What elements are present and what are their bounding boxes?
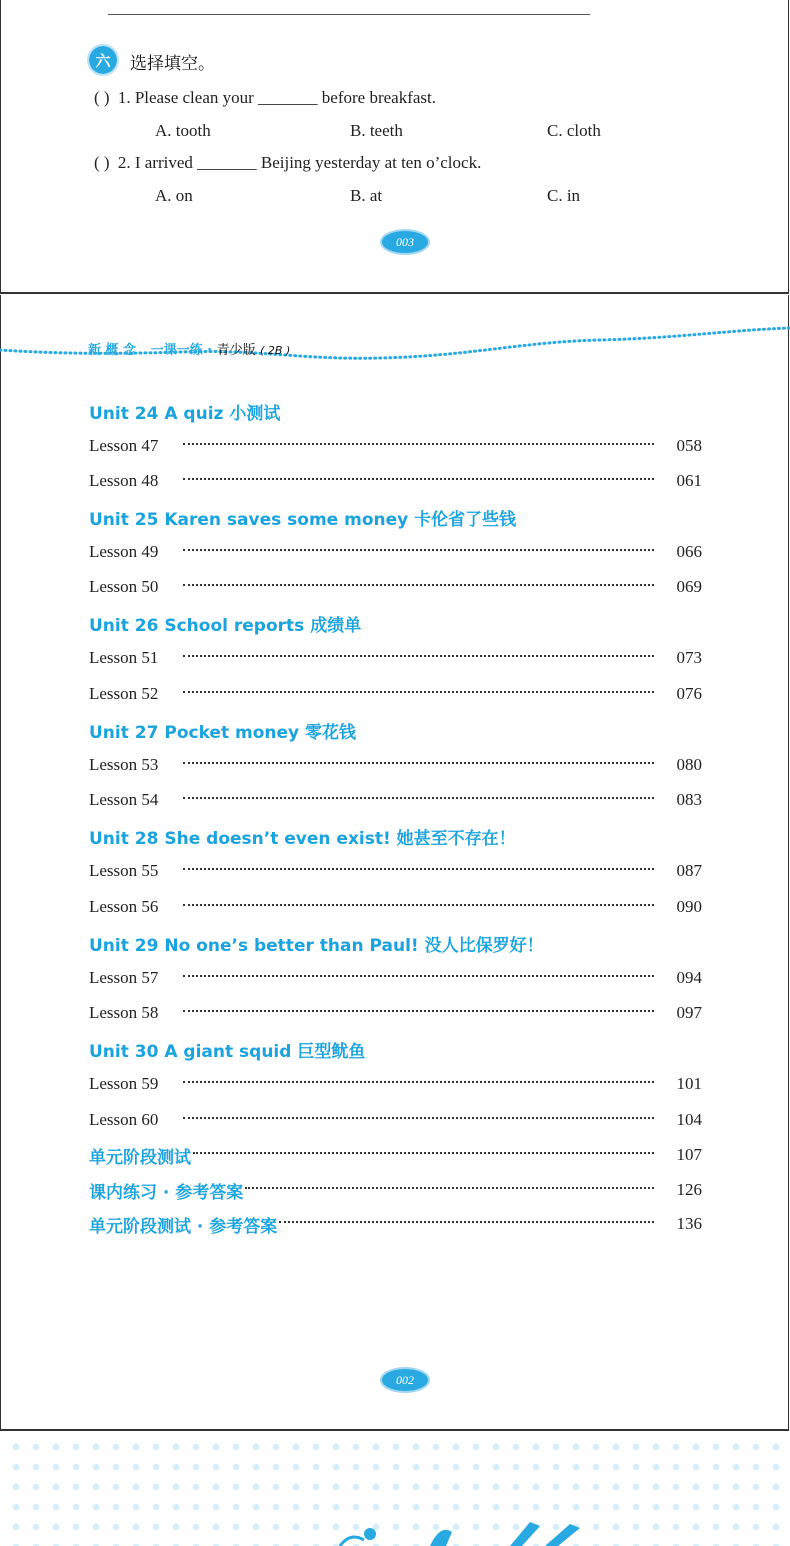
page-ref: 066: [676, 542, 702, 561]
leader-dots: [183, 975, 654, 977]
toc-lesson-row[interactable]: [89, 789, 702, 811]
toc-unit-heading[interactable]: Unit 29 No one’s better than Paul! 没人比保罗好！: [89, 936, 544, 956]
page-ref: 097: [676, 1003, 702, 1022]
leader-dots: [183, 478, 654, 480]
cover-illustration-fragment: [330, 1520, 600, 1546]
header-volume: ( 2B ): [260, 344, 291, 357]
header-edition: 青少版: [216, 343, 256, 358]
leader-dots: [183, 1010, 654, 1012]
lesson-label: Lesson 53: [89, 755, 159, 774]
page-number-badge: 003: [380, 229, 430, 255]
lesson-label: Lesson 48: [89, 471, 159, 490]
question-1: [94, 88, 436, 108]
section-title: 选择填空。: [130, 54, 215, 74]
lesson-label: Lesson 55: [89, 861, 159, 880]
page-ref: 087: [676, 861, 702, 880]
leader-dots: [183, 797, 654, 799]
toc-lesson-row[interactable]: [89, 754, 702, 776]
page-ref: 090: [676, 897, 702, 916]
answer-paren[interactable]: ( ): [94, 88, 110, 107]
answer-line: [108, 14, 590, 15]
lesson-label: Lesson 50: [89, 577, 159, 596]
toc-lesson-row[interactable]: [89, 896, 702, 918]
toc-lesson-row[interactable]: [89, 541, 702, 563]
leader-dots: [183, 1081, 654, 1083]
question-text: 1. Please clean your _______ before breakfast.: [117, 88, 436, 107]
leader-dots: [183, 584, 654, 586]
toc-lesson-row[interactable]: [89, 967, 702, 989]
option-c: C. in: [547, 186, 581, 205]
leader-dots: [183, 762, 654, 764]
toc-unit-heading[interactable]: Unit 25 Karen saves some money 卡伦省了些钱: [89, 510, 517, 530]
extra-label: 课内练习 · 参考答案: [89, 1182, 244, 1203]
option-a: A. tooth: [155, 121, 211, 140]
lesson-label: Lesson 58: [89, 1003, 159, 1022]
page-ref: 101: [676, 1074, 702, 1093]
section-number-badge: 六: [89, 46, 117, 74]
leader-dots: [183, 549, 654, 551]
toc-unit-heading[interactable]: Unit 28 She doesn’t even exist! 她甚至不存在！: [89, 829, 516, 849]
lesson-label: Lesson 49: [89, 542, 159, 561]
toc-unit-heading[interactable]: Unit 24 A quiz 小测试: [89, 404, 281, 424]
page-ref: 107: [676, 1145, 702, 1164]
extra-label: 单元阶段测试 · 参考答案: [89, 1216, 278, 1237]
lesson-label: Lesson 52: [89, 684, 159, 703]
header-series: 一课一练 ·: [150, 343, 213, 358]
toc-lesson-row[interactable]: [89, 860, 702, 882]
toc-lesson-row[interactable]: [89, 1002, 702, 1024]
leader-dots: [245, 1187, 654, 1189]
page-ref: 104: [676, 1110, 702, 1129]
page-ref: 126: [676, 1180, 702, 1199]
header-brand: 新 概 念: [88, 343, 137, 358]
toc-unit-heading[interactable]: Unit 30 A giant squid 巨型鱿鱼: [89, 1042, 366, 1062]
option-b: B. teeth: [350, 121, 403, 140]
extra-label: 单元阶段测试: [89, 1147, 191, 1168]
lesson-label: Lesson 56: [89, 897, 159, 916]
running-header: [88, 339, 290, 358]
toc-lesson-row[interactable]: [89, 470, 702, 492]
option-a: A. on: [155, 186, 193, 205]
toc-lesson-row[interactable]: [89, 1073, 702, 1095]
lesson-label: Lesson 60: [89, 1110, 159, 1129]
lesson-label: Lesson 51: [89, 648, 159, 667]
lesson-label: Lesson 54: [89, 790, 159, 809]
page-ref: 061: [676, 471, 702, 490]
page-number-badge: 002: [380, 1367, 430, 1393]
toc-unit-heading[interactable]: Unit 27 Pocket money 零花钱: [89, 723, 357, 743]
leader-dots: [183, 868, 654, 870]
question-text: 2. I arrived _______ Beijing yesterday at ten o’clock.: [117, 153, 482, 172]
page-ref: 069: [676, 577, 702, 596]
toc-unit-heading[interactable]: Unit 26 School reports 成绩单: [89, 616, 362, 636]
toc-lesson-row[interactable]: [89, 435, 702, 457]
leader-dots: [183, 1117, 654, 1119]
answer-paren[interactable]: ( ): [94, 153, 110, 172]
toc-lesson-row[interactable]: [89, 647, 702, 669]
toc-lesson-row[interactable]: [89, 683, 702, 705]
toc-lesson-row[interactable]: [89, 576, 702, 598]
leader-dots: [183, 655, 654, 657]
page-ref: 080: [676, 755, 702, 774]
toc-extra-row[interactable]: [89, 1213, 702, 1235]
leader-dots: [183, 904, 654, 906]
page-ref: 073: [676, 648, 702, 667]
option-c: C. cloth: [547, 121, 601, 140]
page-ref: 083: [676, 790, 702, 809]
leader-dots: [193, 1152, 654, 1154]
leader-dots: [183, 691, 654, 693]
page-ref: 076: [676, 684, 702, 703]
lesson-label: Lesson 47: [89, 436, 159, 455]
page-ref: 058: [676, 436, 702, 455]
lesson-label: Lesson 59: [89, 1074, 159, 1093]
leader-dots: [279, 1221, 654, 1223]
page-ref: 136: [676, 1214, 702, 1233]
toc-extra-row[interactable]: [89, 1179, 702, 1201]
lesson-label: Lesson 57: [89, 968, 159, 987]
page-ref: 094: [676, 968, 702, 987]
question-2: [94, 153, 481, 173]
toc-lesson-row[interactable]: [89, 1109, 702, 1131]
toc-extra-row[interactable]: [89, 1144, 702, 1166]
leader-dots: [183, 443, 654, 445]
option-b: B. at: [350, 186, 383, 205]
